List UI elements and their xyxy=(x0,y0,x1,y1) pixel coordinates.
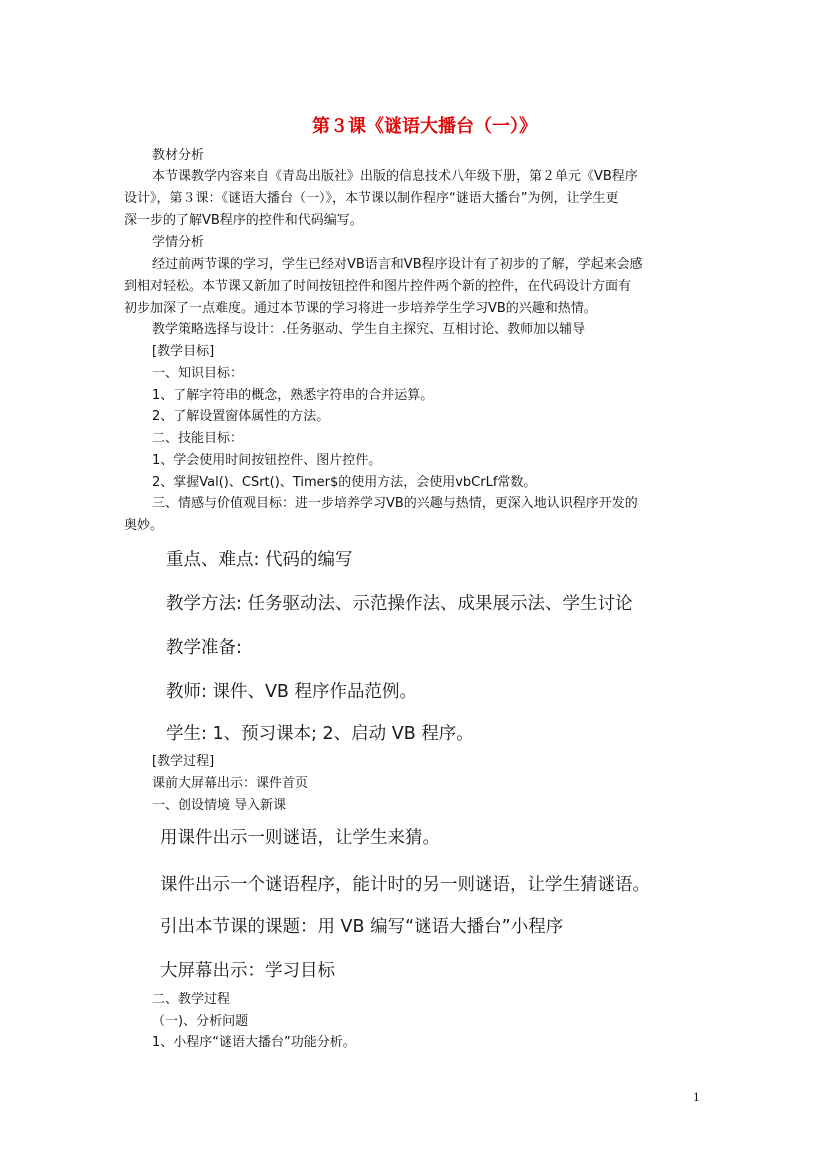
section-heading-textbook: 教材分析 xyxy=(152,148,205,163)
list-heading: （一)、分析问题 xyxy=(152,1014,249,1029)
list-item: 1、了解字符串的概念，熟悉字符串的合并运算。 xyxy=(152,388,434,403)
list-heading: 三、情感与价值观目标：进一步培养学习VB的兴趣与热情，更深入地认识程序开发的 xyxy=(152,496,638,511)
paragraph-line: 本节课教学内容来自《青岛出版社》出版的信息技术八年级下册，第２单元《VB程序 xyxy=(152,169,638,184)
paragraph-line: 经过前两节课的学习，学生已经对VB语言和VB程序设计有了初步的了解，学起来会感 xyxy=(152,257,643,272)
page-number: 1 xyxy=(693,1089,700,1104)
list-heading: 一、知识目标： xyxy=(152,366,244,381)
list-heading: 一、创设情境 导入新课 xyxy=(152,798,287,813)
paragraph-line: 到相对轻松。本节课又新加了时间按钮控件和图片控件两个新的控件，在代码设计方面有 xyxy=(124,279,632,294)
list-item: 1、小程序“谜语大播台”功能分析。 xyxy=(152,1035,356,1050)
teaching-strategy-line: 教学策略选择与设计：.任务驱动、学生自主探究、互相讨论、教师加以辅导 xyxy=(152,322,586,337)
section-heading-students: 学情分析 xyxy=(152,235,205,250)
image-text-line: 教学准备: xyxy=(166,638,242,658)
section-heading-goals: [教学目标] xyxy=(152,344,215,359)
list-heading: 二、教学过程 xyxy=(152,992,231,1007)
list-item: 1、学会使用时间按钮控件、图片控件。 xyxy=(152,453,382,468)
image-text-line: 用课件出示一则谜语，让学生来猜。 xyxy=(160,828,440,848)
image-text-line: 教师: 课件、VB 程序作品范例。 xyxy=(166,682,417,702)
image-text-line: 引出本节课的课题：用 VB 编写“谜语大播台”小程序 xyxy=(160,917,564,937)
image-text-line: 重点、难点: 代码的编写 xyxy=(166,550,353,570)
image-text-line: 教学方法: 任务驱动法、示范操作法、成果展示法、学生讨论 xyxy=(166,594,633,614)
image-text-line: 课件出示一个谜语程序，能计时的另一则谜语，让学生猜谜语。 xyxy=(160,875,650,895)
image-text-line: 大屏幕出示：学习目标 xyxy=(160,961,335,981)
list-item: 2、掌握Val()、CSrt()、Timer$的使用方法，会使用vbCrLf常数。 xyxy=(152,475,537,490)
image-text-line: 学生: 1、预习课本; 2、启动 VB 程序。 xyxy=(166,724,474,744)
paragraph-line: 奥妙。 xyxy=(124,518,164,533)
paragraph-line: 课前大屏幕出示：课件首页 xyxy=(152,776,309,791)
list-heading: 二、技能目标： xyxy=(152,431,244,446)
page-title: 第３课《谜语大播台（一）》 xyxy=(312,116,537,137)
paragraph-line: 初步加深了一点难度。通过本节课的学习将进一步培养学生学习VB的兴趣和热情。 xyxy=(124,301,597,316)
paragraph-line: 设计》，第３课：《谜语大播台（一）》，本节课以制作程序“谜语大播台”为例，让学生更 xyxy=(124,191,619,206)
section-heading-process: [教学过程] xyxy=(152,754,215,769)
paragraph-line: 深一步的了解VB程序的控件和代码编写。 xyxy=(124,213,363,228)
list-item: 2、了解设置窗体属性的方法。 xyxy=(152,409,330,424)
